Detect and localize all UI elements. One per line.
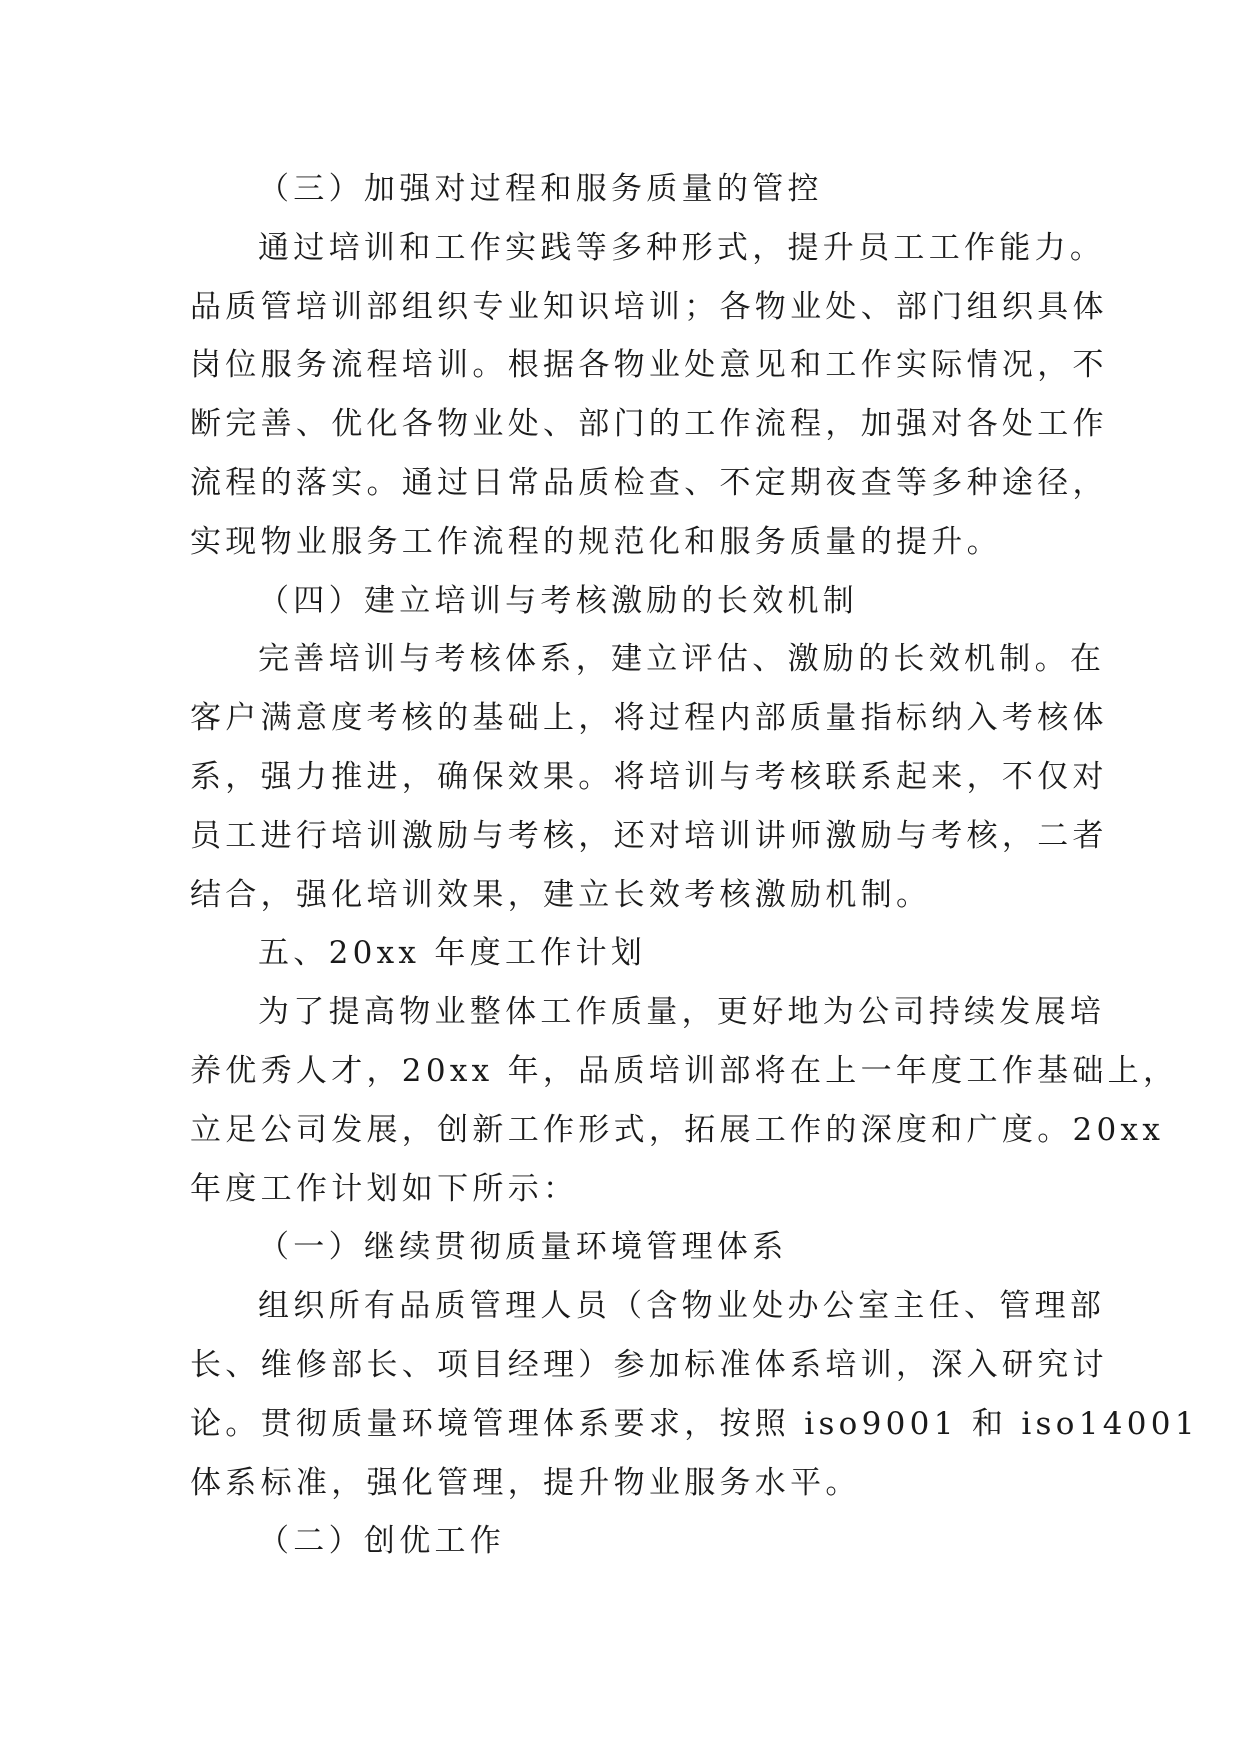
section-heading-1: （一）继续贯彻质量环境管理体系 — [258, 1229, 788, 1266]
document-body — [190, 160, 1199, 1571]
paragraph-line: 客户满意度考核的基础上，将过程内部质量指标纳入考核体 — [190, 700, 1108, 737]
paragraph-line: 论。贯彻质量环境管理体系要求，按照 iso9001 和 iso14001 — [190, 1405, 1199, 1442]
paragraph-line: 结合，强化培训效果，建立长效考核激励机制。 — [190, 876, 932, 913]
paragraph-line: 立足公司发展，创新工作形式，拓展工作的深度和广度。20xx — [190, 1111, 1165, 1148]
paragraph-line: 岗位服务流程培训。根据各物业处意见和工作实际情况，不 — [190, 347, 1108, 384]
paragraph-line: 员工进行培训激励与考核，还对培训讲师激励与考核，二者 — [190, 817, 1108, 854]
paragraph-line: 流程的落实。通过日常品质检查、不定期夜查等多种途径， — [190, 464, 1108, 501]
paragraph-line: 断完善、优化各物业处、部门的工作流程，加强对各处工作 — [190, 406, 1108, 443]
chapter-heading-5: 五、20xx 年度工作计划 — [258, 935, 647, 972]
section-heading-3: （三）加强对过程和服务质量的管控 — [258, 171, 823, 207]
paragraph-line: 长、维修部长、项目经理）参加标准体系培训，深入研究讨 — [190, 1346, 1108, 1383]
paragraph-line: 为了提高物业整体工作质量，更好地为公司持续发展培 — [258, 994, 1106, 1031]
paragraph-line: 品质管培训部组织专业知识培训；各物业处、部门组织具体 — [190, 288, 1108, 325]
paragraph-line: 通过培训和工作实践等多种形式，提升员工工作能力。 — [258, 229, 1106, 266]
paragraph-line: 组织所有品质管理人员（含物业处办公室主任、管理部 — [258, 1288, 1106, 1325]
section-heading-2: （二）创优工作 — [258, 1523, 506, 1560]
paragraph-line: 养优秀人才，20xx 年，品质培训部将在上一年度工作基础上， — [190, 1052, 1179, 1089]
paragraph-line: 完善培训与考核体系，建立评估、激励的长效机制。在 — [258, 641, 1106, 678]
section-heading-4: （四）建立培训与考核激励的长效机制 — [258, 582, 859, 619]
paragraph-line: 系，强力推进，确保效果。将培训与考核联系起来，不仅对 — [190, 758, 1108, 795]
paragraph-line: 年度工作计划如下所示： — [190, 1170, 579, 1207]
paragraph-line: 体系标准，强化管理，提升物业服务水平。 — [190, 1464, 861, 1501]
paragraph-line: 实现物业服务工作流程的规范化和服务质量的提升。 — [190, 523, 1002, 560]
